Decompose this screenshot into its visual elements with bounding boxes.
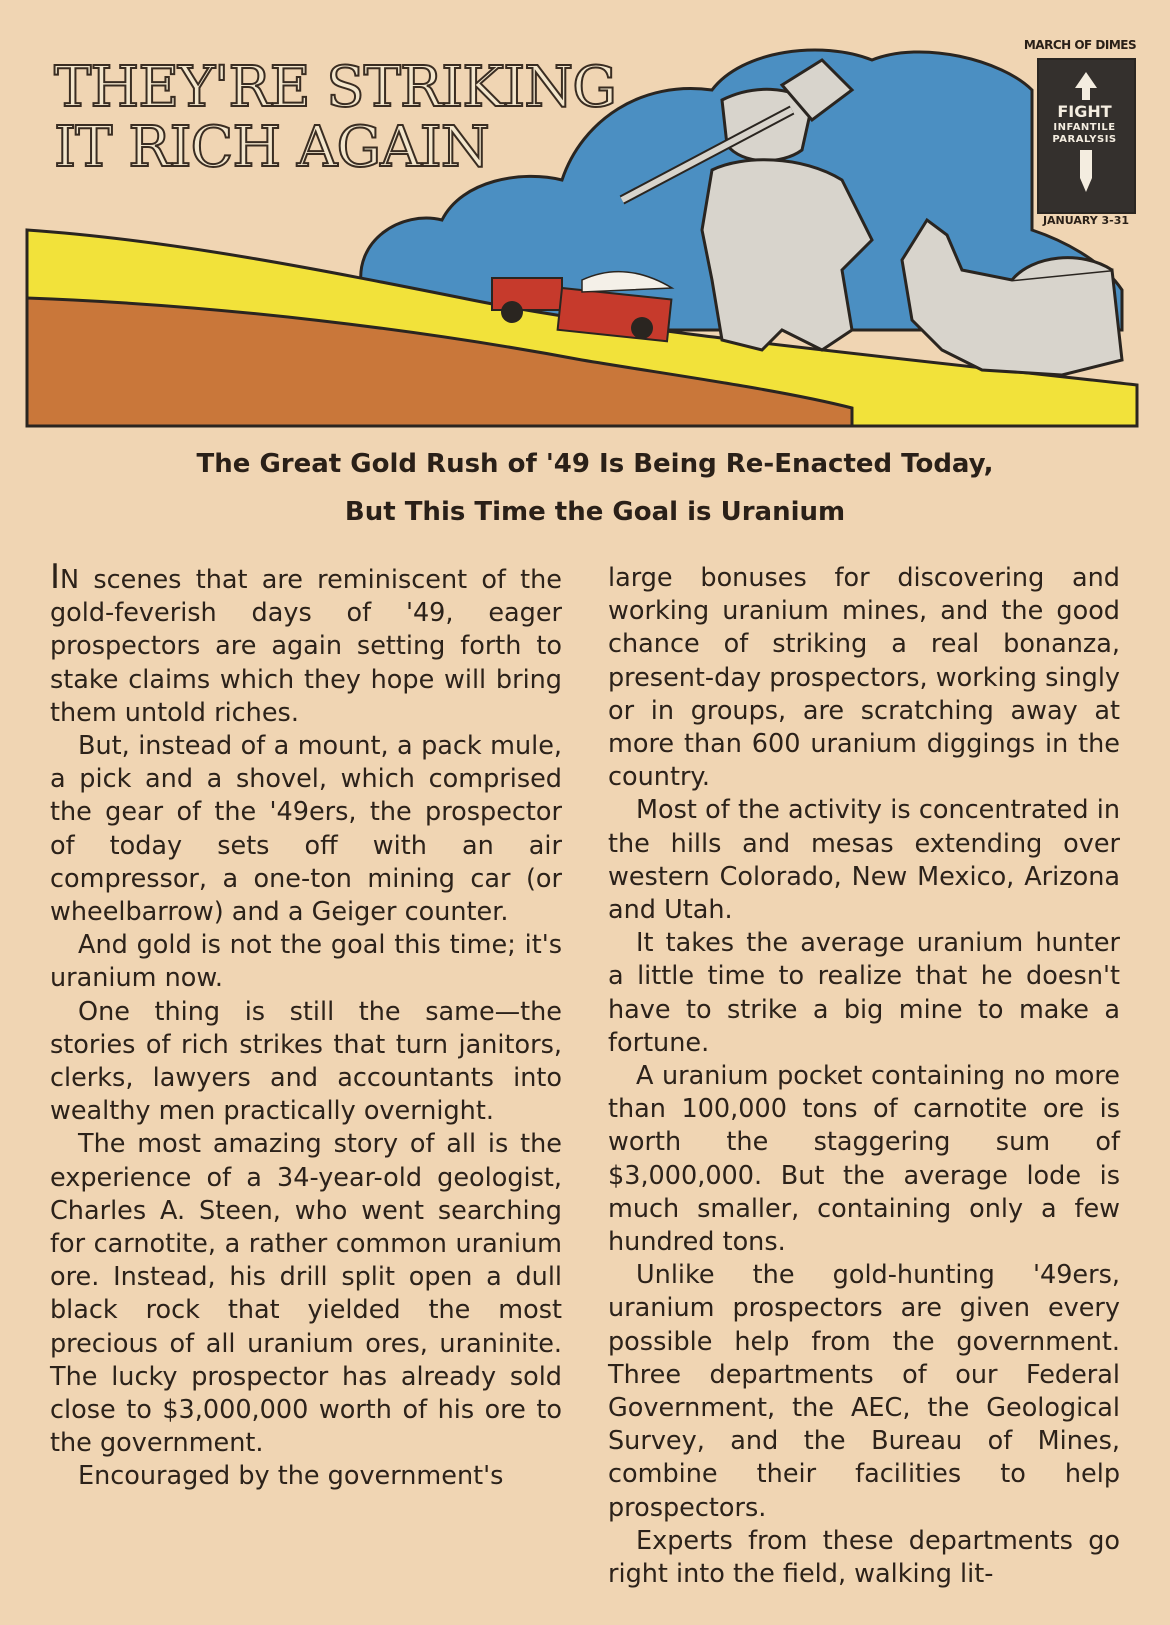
paragraph: Encouraged by the government's [78, 1461, 504, 1492]
headline [54, 55, 616, 180]
paragraph: It takes the average uranium hunter a little time to realize that he doesn't have to strike a big mine to make a fortune. [608, 928, 1120, 1058]
paragraph: But, instead of a mount, a pack mule, a pick and a shovel, which comprised the gear of the '49ers, the prospector of today sets off with an air compressor, a one-ton mining car (or wheelbarrow) and a Geiger counter. [50, 731, 562, 928]
headline-line-1: THEY'RE STRIKING [54, 55, 616, 120]
headline-line-2: IT RICH AGAIN [54, 115, 489, 180]
march-of-dimes-cause [1037, 122, 1132, 146]
paragraph: Experts from these departments go right into the field, walking lit- [608, 1525, 1120, 1590]
paragraph: The most amazing story of all is the experience of a 34-year-old geologist, Charles A. Steen, who went searching for carnotite, a rather common uranium ore. Instead, his drill split open a dull black rock that yielded the most precious of all uranium ores, uraninite. The lucky prospector has already sold close to $3,000,000 worth of his ore to the government. [50, 1129, 562, 1459]
march-of-dimes-label: MARCH OF DIMES [1023, 38, 1137, 52]
drop-cap: I [50, 557, 61, 597]
paragraph-text: N scenes that are reminiscent of the gold-feverish days of '49, eager prospectors are again setting forth to stake claims which they hope will bring them untold riches. [50, 565, 562, 728]
march-of-dimes-fight: FIGHT [1057, 102, 1112, 121]
paragraph: And gold is not the goal this time; it's uranium now. [50, 930, 562, 994]
paragraph: A uranium pocket containing no more than 100,000 tons of carnotite ore is worth the staggering sum of $3,000,000. But the average lode is much smaller, containing only a few hundred tons. [608, 1061, 1120, 1258]
subtitle-line-2: But This Time the Goal is Uranium [344, 497, 846, 527]
paragraph: One thing is still the same—the stories of rich strikes that turn janitors, clerks, lawyers and accountants into wealthy men practically overnight. [50, 996, 562, 1127]
paragraph: Unlike the gold-hunting '49ers, uranium prospectors are given every possible help from the government. Three departments of our Federal Government, the AEC, the Geological Survey, and the Bureau of Mines, combine their facilities to help prospectors. [608, 1260, 1120, 1523]
march-of-dimes-date: JANUARY 3-31 [1042, 214, 1130, 227]
cause-line-1: INFANTILE [1053, 122, 1116, 133]
subtitle-line-1: The Great Gold Rush of '49 Is Being Re-Enacted Today, [196, 449, 994, 479]
subtitle [60, 440, 1130, 536]
cause-line-2: PARALYSIS [1052, 134, 1117, 145]
paragraph: large bonuses for discovering and working uranium mines, and the good chance of striking a real bonanza, present-day prospectors, working singly or in groups, are scratching away at more than 600 uranium diggings in the country. [608, 563, 1120, 793]
article-column-right [608, 562, 1120, 1591]
paragraph: Most of the activity is concentrated in the hills and mesas extending over western Colorado, New Mexico, Arizona and Utah. [608, 795, 1120, 926]
paragraph [50, 557, 562, 730]
article-column-left [50, 557, 562, 1494]
